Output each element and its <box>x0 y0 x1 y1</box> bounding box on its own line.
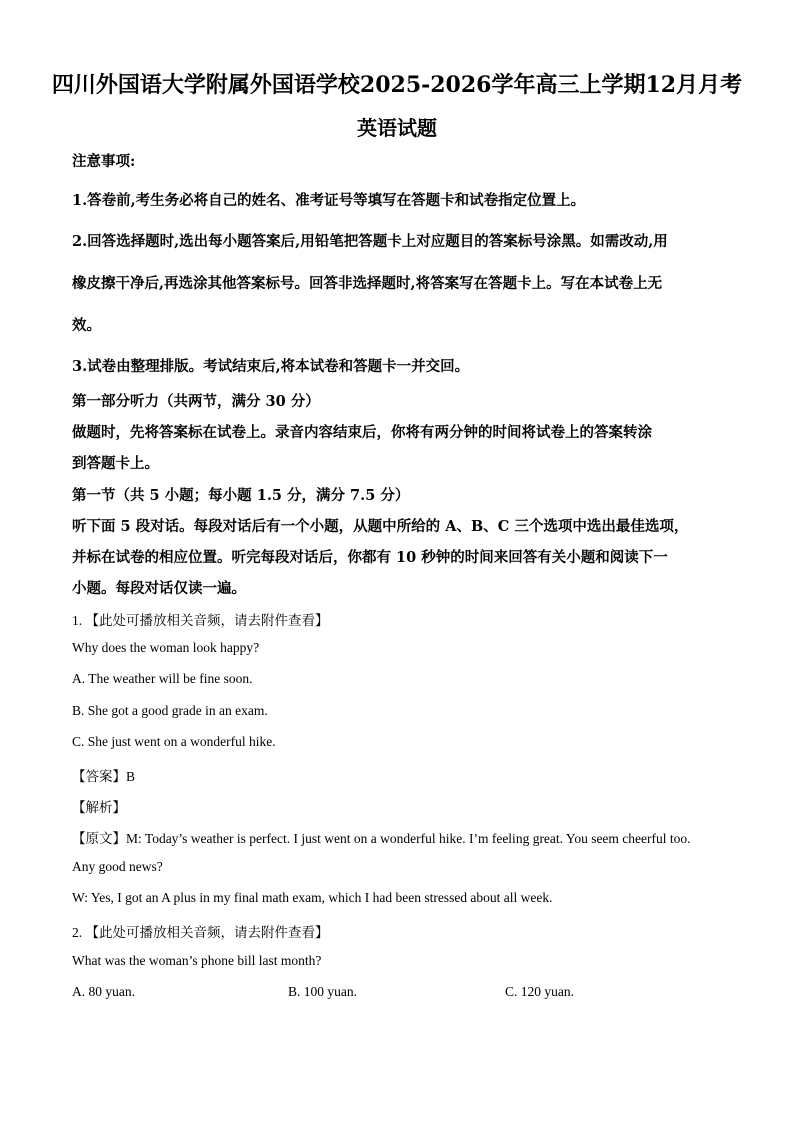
notice-heading: 注意事项: <box>72 153 136 170</box>
part1-heading: 第一部分听力（共两节，满分 30 分） <box>72 393 320 410</box>
q2-audio-placeholder: 2. 【此处可播放相关音频，请去附件查看】 <box>72 925 329 940</box>
q1-transcript-text: M: Today’s weather is perfect. I just went on a wonderful hike. I’m feeling great. You seem cheerful too. <box>126 831 691 846</box>
notice-item-2-line-3: 效。 <box>72 317 101 334</box>
q1-question: Why does the woman look happy? <box>72 640 260 655</box>
notice-item-1: 1.答卷前,考生务必将自己的姓名、准考证号等填写在答题卡和试卷指定位置上。 <box>72 192 586 209</box>
part1-instruction-line-1: 做题时，先将答案标在试卷上。录音内容结束后，你将有两分钟的时间将试卷上的答案转涂 <box>72 424 652 441</box>
answer-tag: 【答案】 <box>72 769 126 784</box>
q1-option-a: A. The weather will be fine soon. <box>72 671 253 686</box>
q1-option-c: C. She just went on a wonderful hike. <box>72 734 276 749</box>
exam-title: 四川外国语大学附属外国语学校2025-2026学年高三上学期12月月考 <box>51 72 743 98</box>
q2-option-b: B. 100 yuan. <box>288 984 357 999</box>
q2-question: What was the woman’s phone bill last month? <box>72 953 322 968</box>
notice-item-3: 3.试卷由整理排版。考试结束后,将本试卷和答题卡一并交回。 <box>72 358 470 375</box>
q1-transcript-line-3: W: Yes, I got an A plus in my final math exam, which I had been stressed about all week. <box>72 890 553 905</box>
q1-audio-placeholder: 1. 【此处可播放相关音频，请去附件查看】 <box>72 613 329 628</box>
q1-answer-row <box>72 765 135 785</box>
notice-item-2-line-1: 2.回答选择题时,选出每小题答案后,用铅笔把答题卡上对应题目的答案标号涂黑。如需改动,用 <box>72 233 668 250</box>
section1-instruction-line-1: 听下面 5 段对话。每段对话后有一个小题，从题中所给的 A、B、C 三个选项中选出最佳选项， <box>72 518 689 535</box>
exam-subtitle: 英语试题 <box>357 116 437 140</box>
q1-option-b: B. She got a good grade in an exam. <box>72 703 268 718</box>
section1-heading: 第一节（共 5 小题；每小题 1.5 分，满分 7.5 分） <box>72 487 410 504</box>
section1-instruction-line-2: 并标在试卷的相应位置。听完每段对话后，你都有 10 秒钟的时间来回答有关小题和阅读下一 <box>72 549 668 566</box>
section1-instruction-line-3: 小题。每段对话仅读一遍。 <box>72 580 246 597</box>
notice-item-2-line-2: 橡皮擦干净后,再选涂其他答案标号。回答非选择题时,将答案写在答题卡上。写在本试卷上无 <box>72 275 663 292</box>
q1-transcript-line-1 <box>72 827 691 847</box>
analysis-tag: 【解析】 <box>72 800 126 815</box>
original-tag: 【原文】 <box>72 831 126 846</box>
q1-transcript-line-2: Any good news? <box>72 859 163 874</box>
q2-option-c: C. 120 yuan. <box>505 984 574 999</box>
q1-answer-value: B <box>126 769 136 784</box>
q2-option-a: A. 80 yuan. <box>72 984 135 999</box>
part1-instruction-line-2: 到答题卡上。 <box>72 455 159 472</box>
